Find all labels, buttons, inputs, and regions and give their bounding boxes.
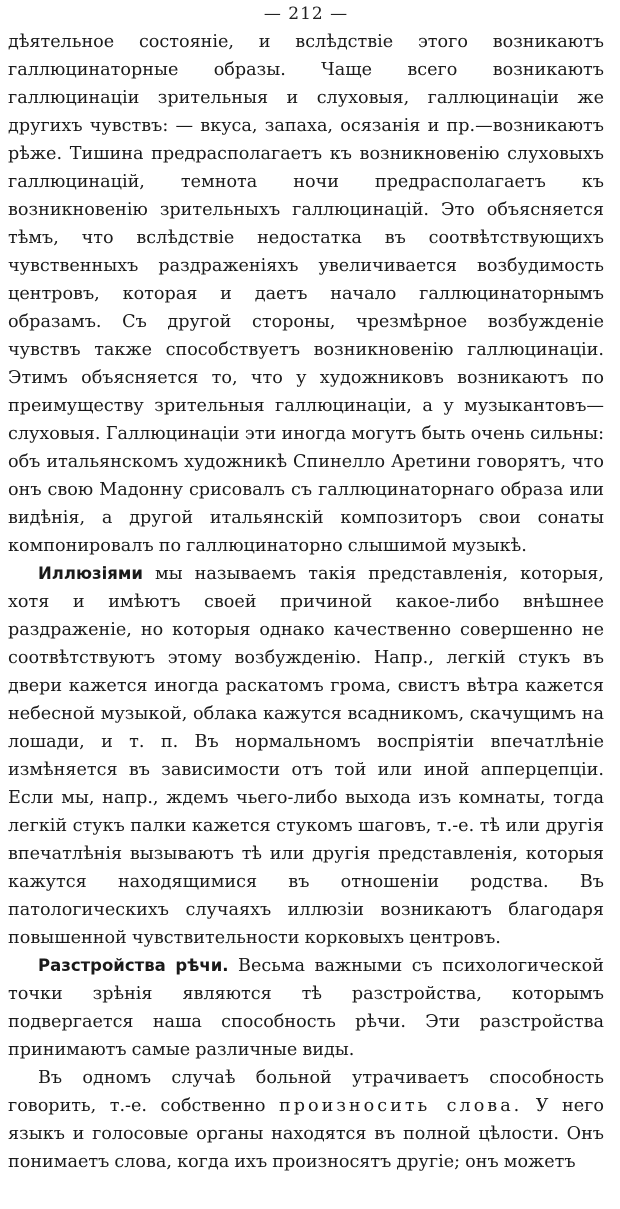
paragraph-hallucinations: дѣятельное состояніе, и вслѣдствіе этого возникаютъ галлюцинаторные образы. Чаще всего возникаютъ галлюцинаціи зрительныя и слуховыя, галлюцинаціи же другихъ чувствъ: — вкуса, запаха, осязанія и пр.—возникаютъ рѣже. Тишина предрасполагаетъ къ возникновенію слуховыхъ галлюцинацій, темнота ночи предрасполагаетъ къ возникновенію зрительныхъ галлюцинацій. Это объясняется тѣмъ, что вслѣдствіе недостатка въ соотвѣтствующихъ чувственныхъ раздраженіяхъ увеличивается возбудимость центровъ, которая и даетъ начало галлюцинаторнымъ образамъ. Съ другой стороны, чрезмѣрное возбужденіе чувствъ также способствуетъ возникновенію галлюцинаціи. Этимъ объясняется то, что у художниковъ возникаютъ по преимуществу зрительныя галлюцинаціи, а у музыкантовъ—слуховыя. Галлюцинаціи эти иногда могутъ быть очень сильны: объ итальянскомъ художникѣ Спинелло Аретини говорятъ, что онъ свою Мадонну срисовалъ съ галлюцинаторнаго образа или видѣнія, а другой итальянскій композиторъ свои сонаты компонировалъ по галлюцинаторно слышимой музыкѣ. [8, 32, 604, 556]
paragraph-illusions [8, 560, 604, 952]
paragraph-loss-of-speech [8, 1064, 604, 1176]
paragraph-loss-of-speech-start: Въ одномъ случаѣ больной утрачиваетъ способность говорить, т.-е. собственно [8, 1068, 604, 1116]
page-number: — 212 — [263, 4, 349, 24]
paragraph-loss-of-speech-end: У него языкъ и голосовые органы находятся въ полной цѣлости. Онъ понимаетъ слова, когда ихъ произносятъ другіе; онъ можетъ [8, 1096, 604, 1172]
heading-illusions: Иллюзіями [38, 564, 143, 583]
paragraph-speech-disorders-text: Весьма важными съ психологической точки зрѣнія являются тѣ разстройства, которымъ подвергается наша способность рѣчи. Эти разстройства принимаютъ самые различные виды. [8, 956, 604, 1060]
paragraph-illusions-text: мы называемъ такія представленія, которыя, хотя и имѣютъ своей причиной какое-либо внѣшнее раздраженіе, но которыя однако качественно совершенно не соотвѣтствуютъ этому возбужденію. Напр., легкій стукъ въ двери кажется иногда раскатомъ грома, свистъ вѣтра кажется небесной музыкой, облака кажутся всадникомъ, скачущимъ на лошади, и т. п. Въ нормальномъ воспріятіи впечатлѣніе измѣняется въ зависимости отъ той или иной апперцепціи. Если мы, напр., ждемъ чьего-либо выхода изъ комнаты, тогда легкій стукъ палки кажется стукомъ шаговъ, т.-е. тѣ или другія впечатлѣнія вызываютъ тѣ или другія представленія, которыя кажутся находящимися въ отношеніи родства. Въ патологическихъ случаяхъ иллюзіи возникаютъ благодаря повышенной чувствительности корковыхъ центровъ. [8, 564, 604, 948]
heading-speech-disorders: Разстройства рѣчи. [38, 956, 229, 975]
paragraph-speech-disorders [8, 952, 604, 1064]
spaced-emphasis: произносить слова. [279, 1096, 523, 1116]
body-text [8, 28, 604, 1176]
